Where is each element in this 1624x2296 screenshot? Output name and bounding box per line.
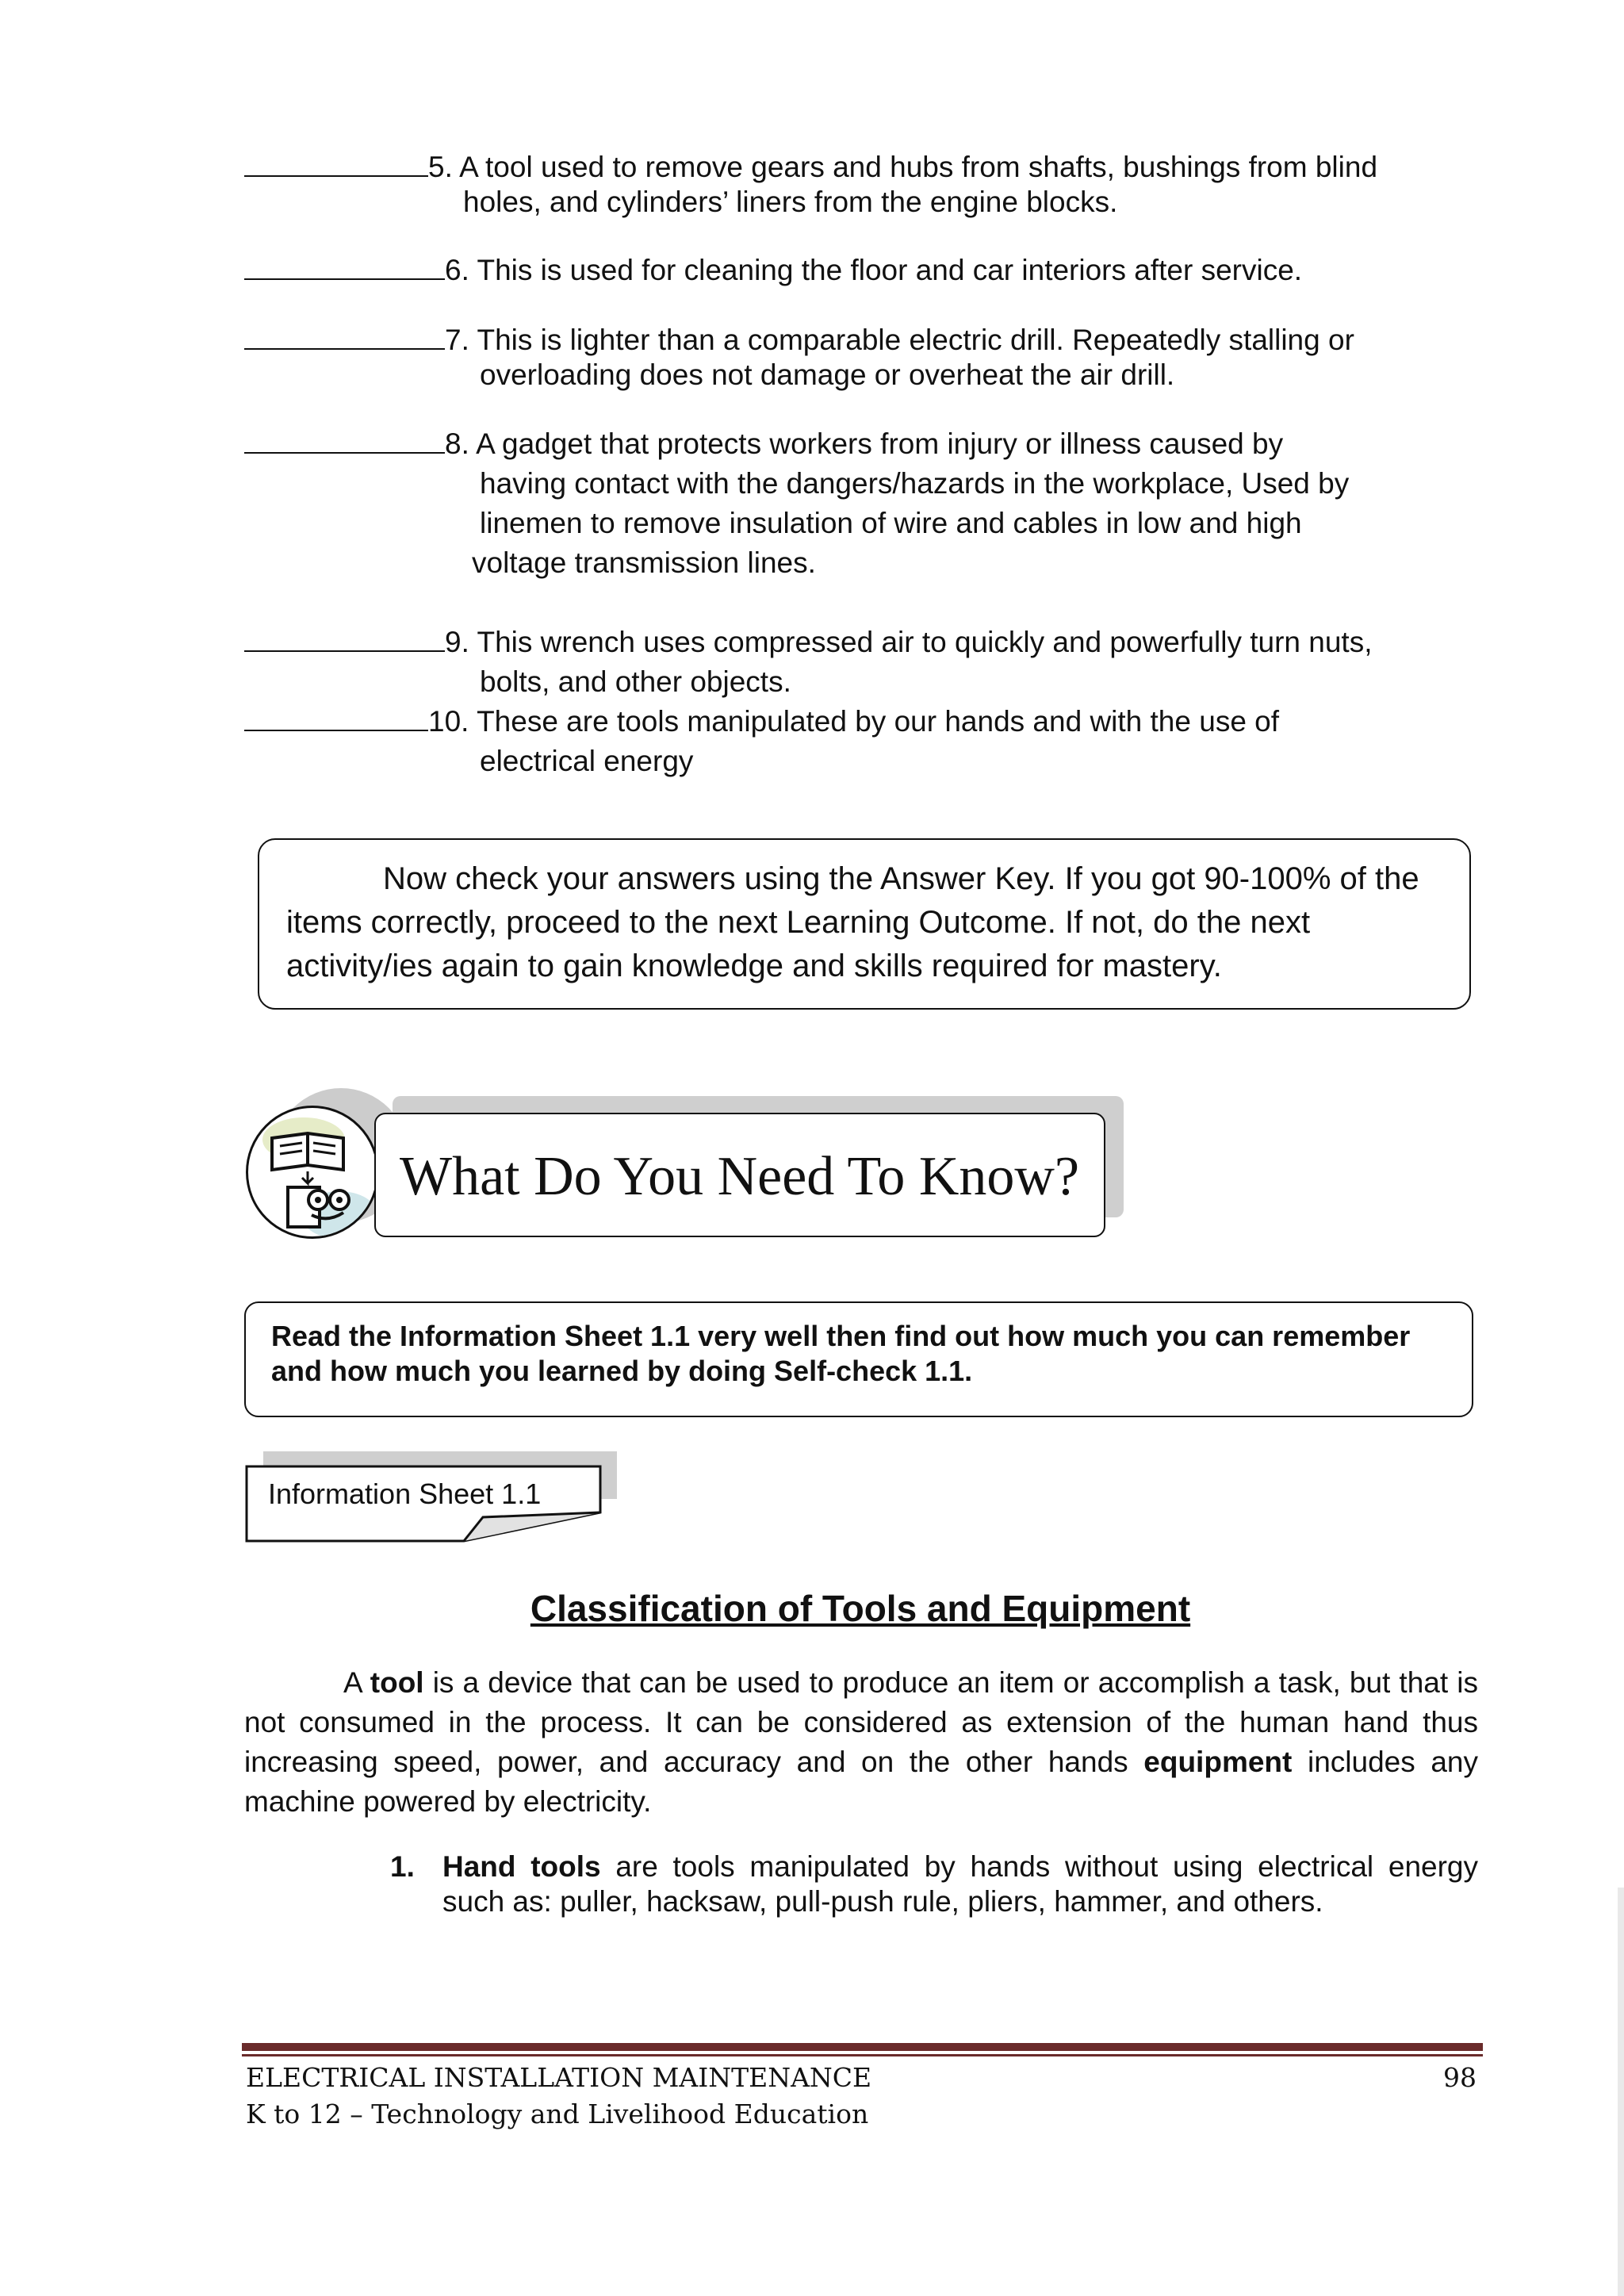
term-equipment: equipment bbox=[1143, 1746, 1293, 1778]
list-text: are tools manipulated by hands without using electrical energy such as: puller, hacksaw, pull-push rule, pliers, hammer, and others. bbox=[442, 1850, 1478, 1918]
footer-rule-thin bbox=[242, 2054, 1483, 2056]
answer-blank[interactable] bbox=[244, 422, 445, 454]
question-text-cont: holes, and cylinders’ liners from the engine blocks. bbox=[463, 186, 1118, 218]
answer-key-note-text: Now check your answers using the Answer Key. If you got 90-100% of the items correctly, proceed to the next Learning Outcome. If not, do the next activity/ies again to gain knowledge and skills required for mastery. bbox=[286, 861, 1419, 983]
answer-key-note bbox=[258, 838, 1471, 1010]
page-number: 98 bbox=[1443, 2062, 1477, 2093]
question-text-cont: voltage transmission lines. bbox=[472, 546, 816, 579]
footer-program: K to 12 – Technology and Livelihood Education bbox=[246, 2099, 869, 2129]
banner-title-box bbox=[374, 1113, 1105, 1237]
list-item bbox=[390, 1849, 1478, 1919]
question-text: This wrench uses compressed air to quickly and powerfully turn nuts, bbox=[477, 626, 1373, 658]
question-number: 5. bbox=[428, 151, 453, 183]
question-7 bbox=[244, 318, 1434, 395]
question-text: This is lighter than a comparable electric drill. Repeatedly stalling or bbox=[477, 324, 1354, 356]
answer-blank[interactable] bbox=[244, 248, 445, 280]
question-text-cont: linemen to remove insulation of wire and cables in low and high bbox=[480, 507, 1302, 539]
list-term: Hand tools bbox=[442, 1850, 601, 1883]
question-text: This is used for cleaning the floor and car interiors after service. bbox=[477, 254, 1303, 286]
question-number: 9. bbox=[445, 626, 469, 658]
question-number: 8. bbox=[445, 427, 469, 460]
question-text-cont: bolts, and other objects. bbox=[480, 665, 791, 698]
question-number: 7. bbox=[445, 324, 469, 356]
question-6 bbox=[244, 248, 1434, 290]
answer-blank[interactable] bbox=[244, 700, 428, 731]
answer-blank[interactable] bbox=[244, 318, 445, 350]
question-number: 6. bbox=[445, 254, 469, 286]
question-8 bbox=[244, 422, 1434, 583]
banner-title: What Do You Need To Know? bbox=[400, 1146, 1080, 1207]
read-instructions-box bbox=[244, 1301, 1473, 1417]
question-text: A gadget that protects workers from injury or illness caused by bbox=[476, 427, 1284, 460]
list-number: 1. bbox=[390, 1850, 415, 1883]
paragraph-text: A bbox=[343, 1666, 370, 1699]
question-text-cont: having contact with the dangers/hazards in the workplace, Used by bbox=[480, 467, 1350, 500]
read-instructions-text: Read the Information Sheet 1.1 very well then find out how much you can remember and how much you learned by doing Self-check 1.1. bbox=[271, 1320, 1411, 1387]
answer-blank[interactable] bbox=[244, 620, 445, 652]
question-text: These are tools manipulated by our hands and with the use of bbox=[477, 705, 1280, 738]
question-text-cont: overloading does not damage or overheat the air drill. bbox=[480, 358, 1175, 391]
question-9 bbox=[244, 620, 1434, 702]
question-5 bbox=[244, 145, 1434, 222]
footer-course: ELECTRICAL INSTALLATION MAINTENANCE bbox=[246, 2062, 872, 2093]
answer-blank[interactable] bbox=[244, 145, 428, 177]
section-title: Classification of Tools and Equipment bbox=[530, 1588, 1191, 1629]
question-number: 10. bbox=[428, 705, 469, 738]
paragraph-text: includes any machine powered by electricity. bbox=[244, 1746, 1479, 1818]
info-tab-label: Information Sheet 1.1 bbox=[268, 1478, 542, 1510]
footer-rule bbox=[242, 2043, 1483, 2051]
page-edge-shadow bbox=[1618, 1888, 1624, 2296]
term-tool: tool bbox=[370, 1666, 424, 1699]
paragraph-text: is a device that can be used to produce an item or accomplish a task, but that is not consumed in the process. It can be considered as extension of the human hand thus increasing speed, power, and accuracy and on the other hands bbox=[244, 1666, 1478, 1778]
reader-with-book-icon bbox=[246, 1106, 379, 1239]
intro-paragraph bbox=[244, 1663, 1478, 1822]
question-text: A tool used to remove gears and hubs from shafts, bushings from blind bbox=[459, 151, 1378, 183]
question-10 bbox=[244, 700, 1434, 781]
question-text-cont: electrical energy bbox=[480, 745, 694, 777]
